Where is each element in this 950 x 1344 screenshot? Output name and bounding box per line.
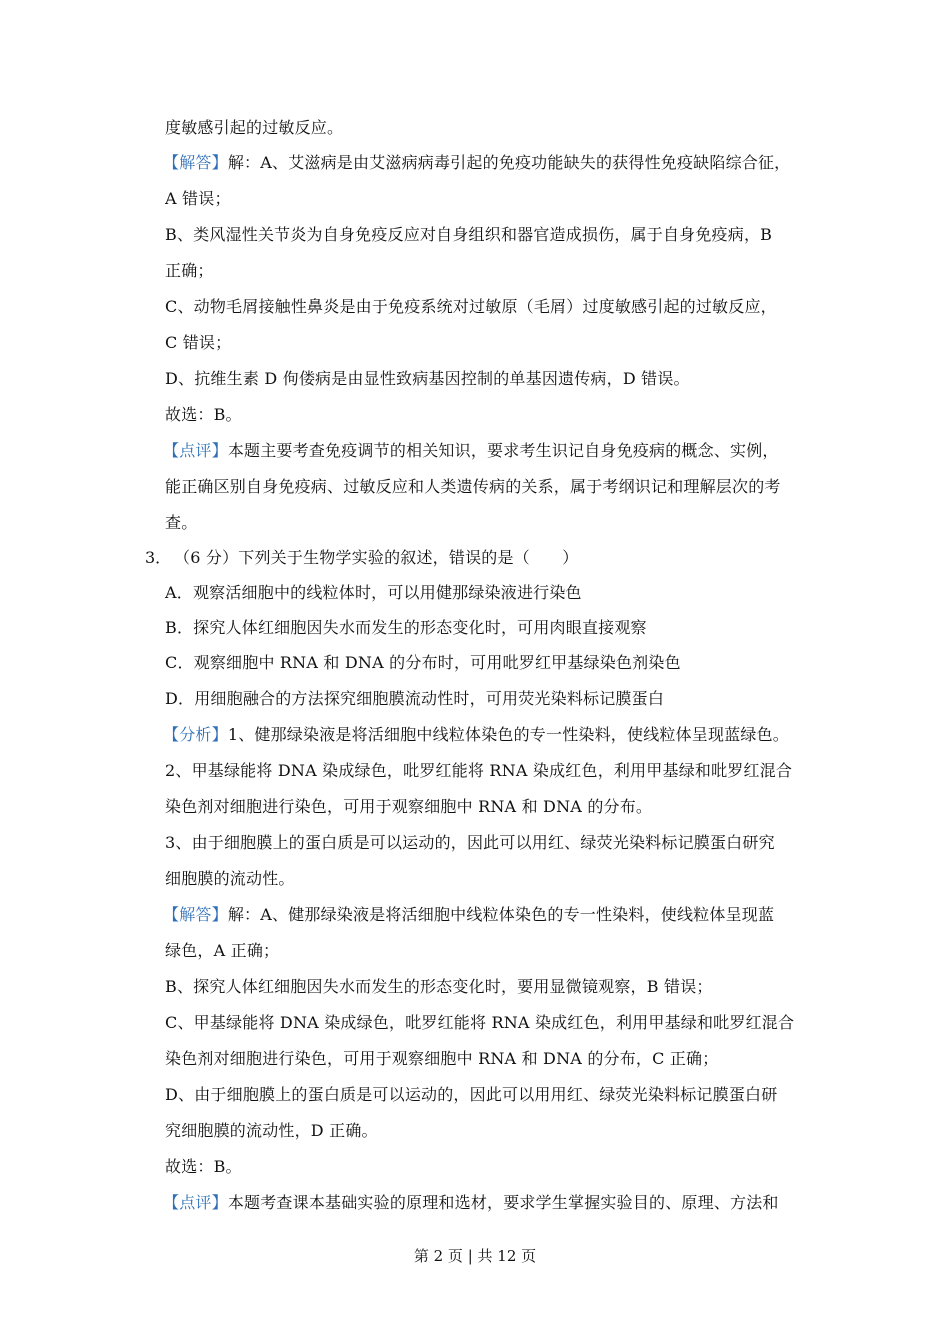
question-3-option-a: A．观察活细胞中的线粒体时，可以用健那绿染液进行染色 [165, 583, 582, 602]
answer-tag: 【解答】 [163, 153, 228, 172]
q2-answer-line-3: B、类风湿性关节炎为自身免疫反应对自身组织和器官造成损伤，属于自身免疫病，B [165, 225, 773, 244]
q2-answer-line-1: 【解答】解：A、艾滋病是由艾滋病病毒引起的免疫功能缺失的获得性免疫缺陷综合征， [163, 153, 791, 172]
q2-answer-line-2: A 错误； [165, 189, 231, 208]
q2-answer-line-5: C、动物毛屑接触性鼻炎是由于免疫系统对过敏原（毛屑）过度敏感引起的过敏反应， [165, 297, 777, 316]
q2-review-line-1: 【点评】本题主要考查免疫调节的相关知识，要求考生识记自身免疫病的概念、实例， [163, 441, 779, 460]
question-3-option-d: D．用细胞融合的方法探究细胞膜流动性时，可用荧光染料标记膜蛋白 [165, 689, 665, 708]
prev-analysis-tail: 度敏感引起的过敏反应。 [165, 118, 344, 137]
q3-analysis-line-5: 细胞膜的流动性。 [165, 869, 295, 888]
q2-review-line-2: 能正确区别自身免疫病、过敏反应和人类遗传病的关系，属于考纲识记和理解层次的考 [165, 477, 781, 496]
q3-answer-line-8: 故选：B。 [165, 1157, 242, 1176]
q3-analysis-line-4: 3、由于细胞膜上的蛋白质是可以运动的，因此可以用红、绿荧光染料标记膜蛋白研究 [165, 833, 775, 852]
q3-answer-line-5: 染色剂对细胞进行染色，可用于观察细胞中 RNA 和 DNA 的分布，C 正确； [165, 1049, 719, 1068]
q3-analysis-line-2: 2、甲基绿能将 DNA 染成绿色，吡罗红能将 RNA 染成红色，利用甲基绿和吡罗红混合 [165, 761, 793, 780]
question-3-option-c: C．观察细胞中 RNA 和 DNA 的分布时，可用吡罗红甲基绿染色剂染色 [165, 653, 681, 672]
q2-answer-line-7: D、抗维生素 D 佝偻病是由显性致病基因控制的单基因遗传病，D 错误。 [165, 369, 690, 388]
q3-answer-line-6: D、由于细胞膜上的蛋白质是可以运动的，因此可以用用红、绿荧光染料标记膜蛋白研 [165, 1085, 778, 1104]
q2-review-line-3: 查。 [165, 513, 198, 532]
question-3-number: 3． [145, 548, 172, 567]
question-3-option-b: B．探究人体红细胞因失水而发生的形态变化时，可用肉眼直接观察 [165, 618, 647, 637]
analysis-tag: 【分析】 [163, 725, 228, 744]
review-tag: 【点评】 [163, 441, 228, 460]
q2-answer-line-6: C 错误； [165, 333, 232, 352]
q2-answer-line-4: 正确； [165, 261, 214, 280]
q3-answer-line-1: 【解答】解：A、健那绿染液是将活细胞中线粒体染色的专一性染料，使线粒体呈现蓝 [163, 905, 775, 924]
q3-analysis-line-1: 【分析】1、健那绿染液是将活细胞中线粒体染色的专一性染料，使线粒体呈现蓝绿色。 [163, 725, 789, 744]
answer-tag: 【解答】 [163, 905, 228, 924]
q3-answer-line-7: 究细胞膜的流动性，D 正确。 [165, 1121, 378, 1140]
page-footer: 第 2 页 | 共 12 页 [413, 1247, 537, 1265]
review-tag: 【点评】 [163, 1193, 228, 1212]
q2-answer-line-8: 故选：B。 [165, 405, 242, 424]
q3-review-line-1: 【点评】本题考查课本基础实验的原理和选材，要求学生掌握实验目的、原理、方法和 [163, 1193, 779, 1212]
q3-answer-line-2: 绿色，A 正确； [165, 941, 280, 960]
q3-analysis-line-3: 染色剂对细胞进行染色，可用于观察细胞中 RNA 和 DNA 的分布。 [165, 797, 653, 816]
question-3-stem: （6 分）下列关于生物学实验的叙述，错误的是（ ） [174, 548, 579, 567]
q3-answer-line-4: C、甲基绿能将 DNA 染成绿色，吡罗红能将 RNA 染成红色，利用甲基绿和吡罗红混合 [165, 1013, 795, 1032]
q3-answer-line-3: B、探究人体红细胞因失水而发生的形态变化时，要用显微镜观察，B 错误； [165, 977, 713, 996]
